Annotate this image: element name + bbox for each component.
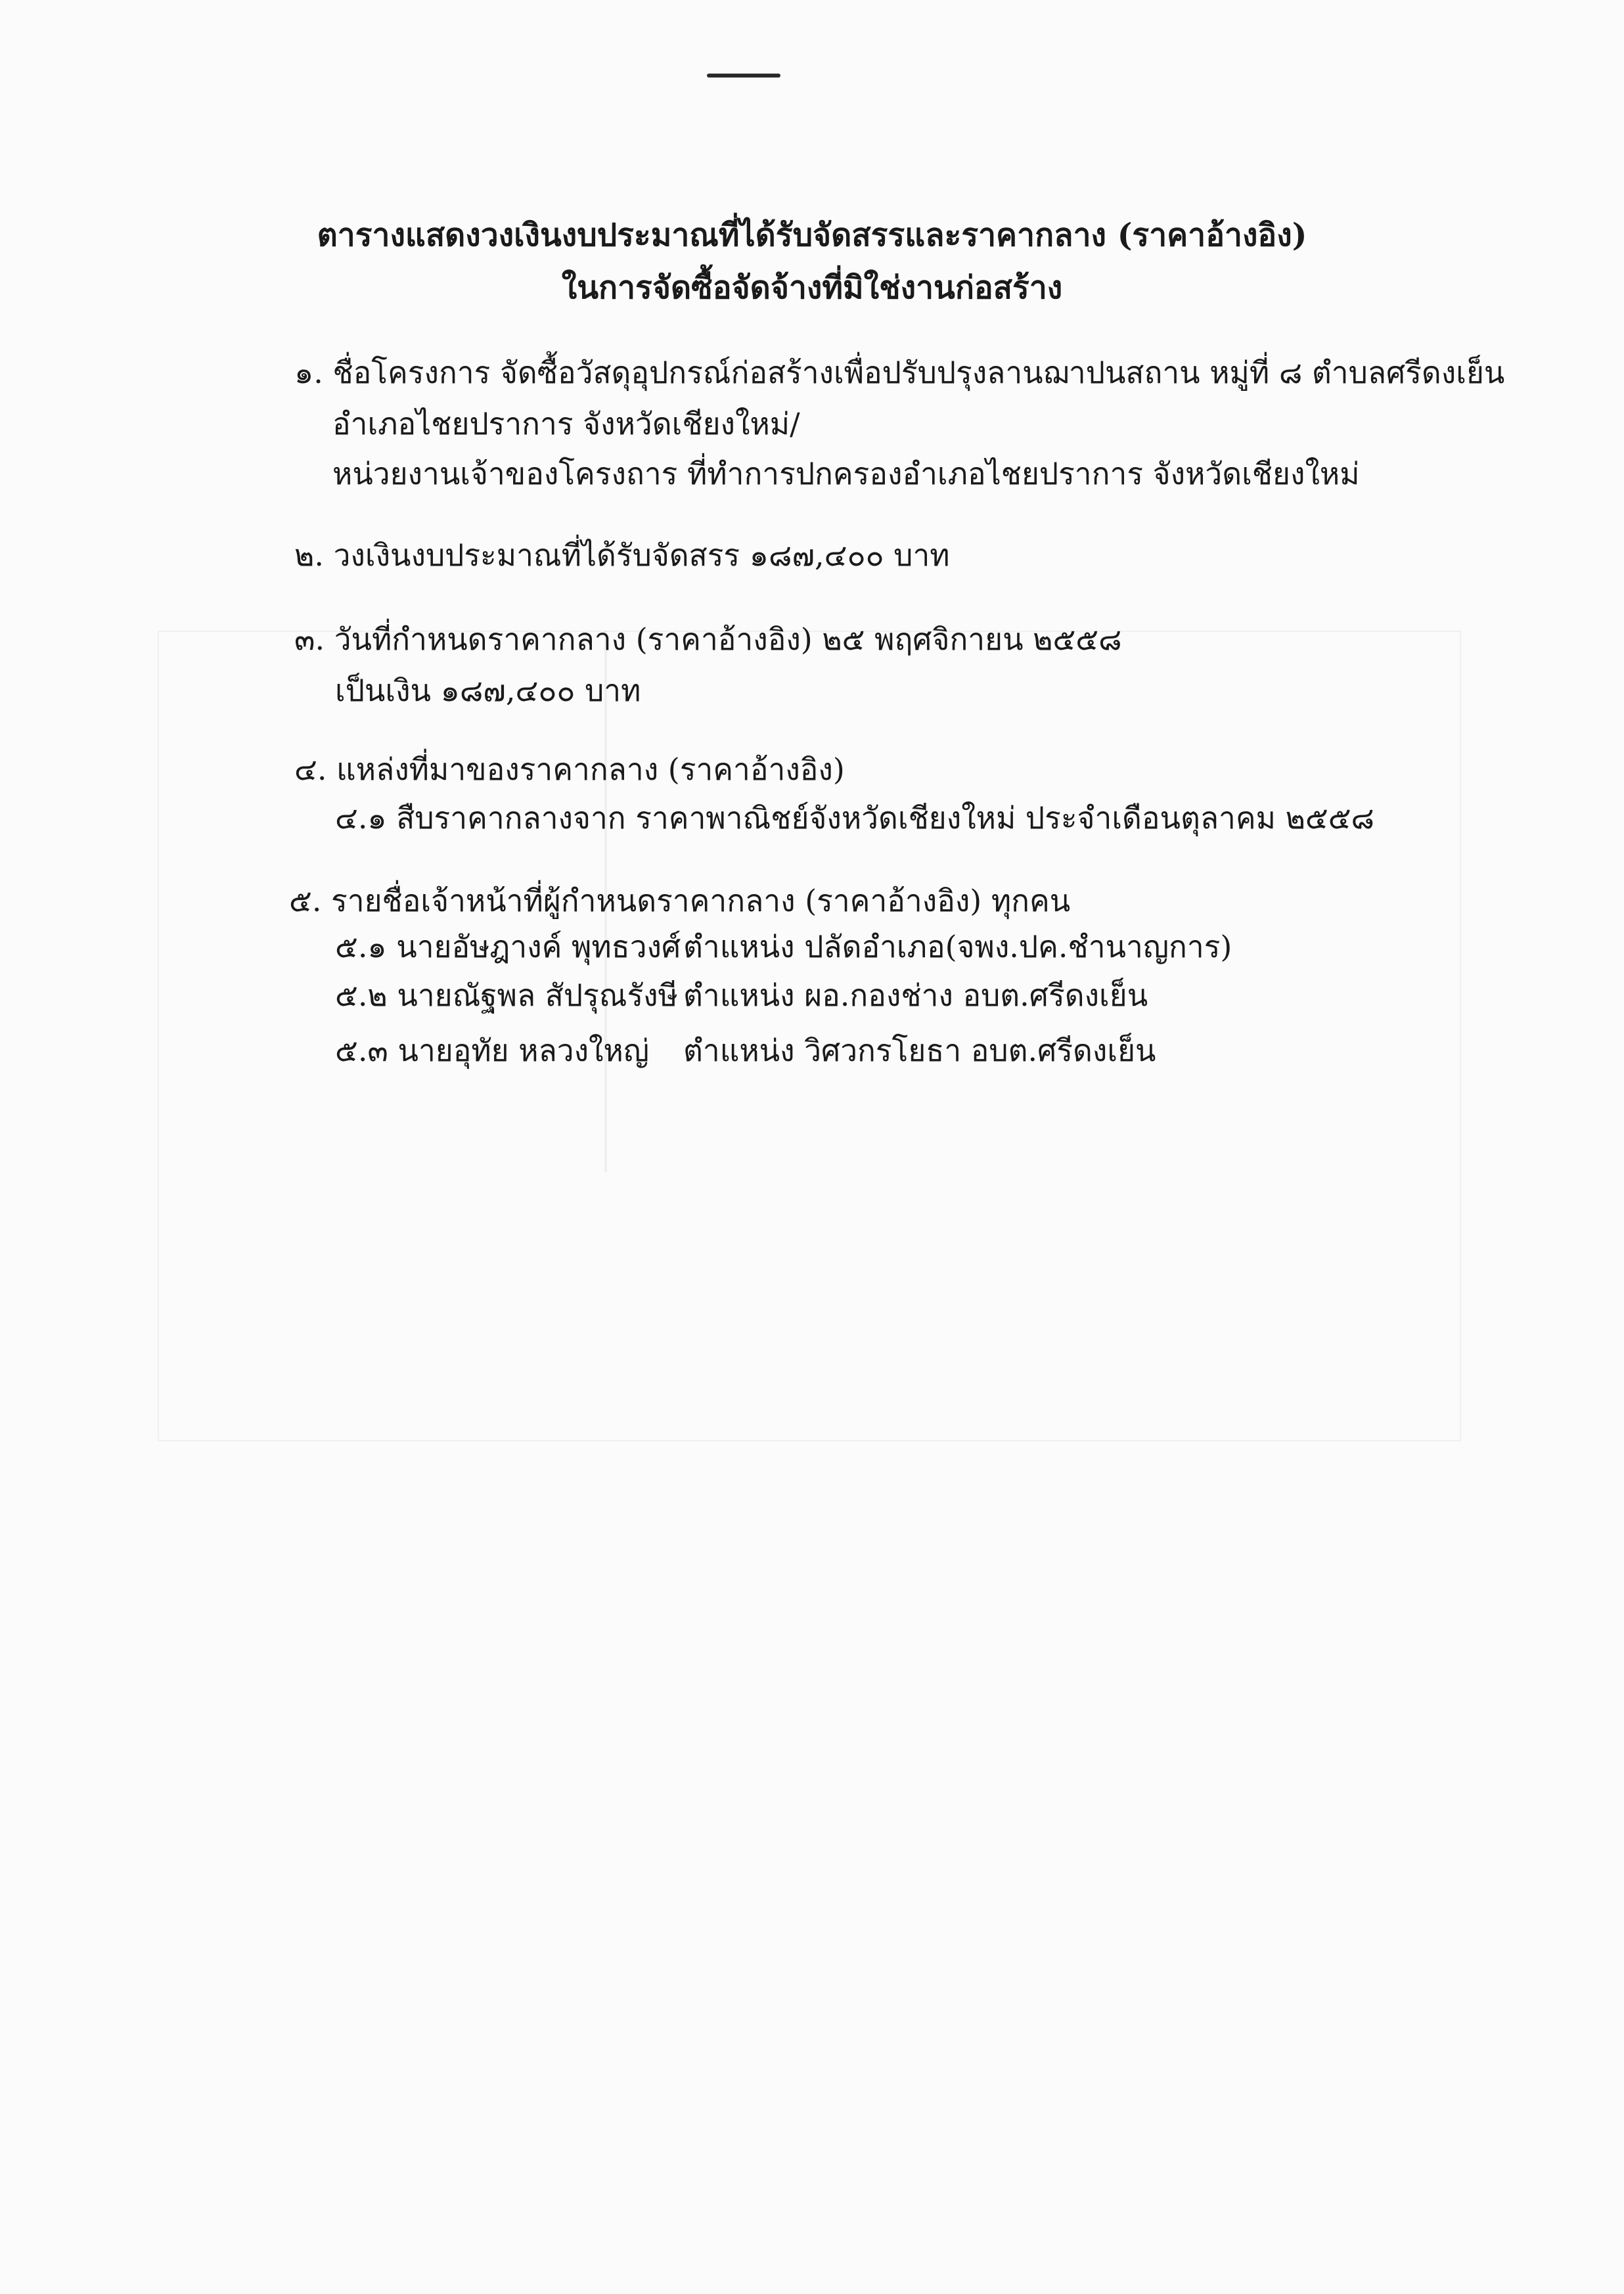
item-3-amount: เป็นเงิน ๑๘๗,๔๐๐ บาท <box>335 673 641 708</box>
item-3-reference-date: ๓. วันที่กำหนดราคากลาง (ราคาอ้างอิง) ๒๕ พฤศจิกายน ๒๕๕๘ <box>294 621 1122 657</box>
item-4-1-source-detail: ๔.๑ สืบราคากลางจาก ราคาพาณิชย์จังหวัดเชียงใหม่ ประจำเดือนตุลาคม ๒๕๕๘ <box>335 800 1375 836</box>
item-1-agency: หน่วยงานเจ้าของโครงถาร ที่ทำการปกครองอำเภอไชยปราการ จังหวัดเชียงใหม่ <box>332 456 1360 491</box>
top-dash-mark <box>707 74 780 78</box>
item-5-committee-heading: ๕. รายชื่อเจ้าหน้าที่ผู้กำหนดราคากลาง (ราคาอ้างอิง) ทุกคน <box>289 883 1071 918</box>
item-4-price-source: ๔. แหล่งที่มาของราคากลาง (ราคาอ้างอิง) <box>294 752 845 787</box>
person-3-name: ๕.๓ นายอุทัย หลวงใหญ่ <box>335 1033 650 1068</box>
person-2-name: ๕.๒ นายณัฐพล สัปรุณรังษี <box>335 978 678 1013</box>
person-3-position: ตำแหน่ง วิศวกรโยธา อบต.ศรีดงเย็น <box>683 1033 1156 1068</box>
item-1-project-name: ๑. ชื่อโครงการ จัดซื้อวัสดุอุปกรณ์ก่อสร้างเพื่อปรับปรุงลานฌาปนสถาน หมู่ที่ ๘ ตำบลศรีดงเย็น <box>294 355 1505 390</box>
item-2-budget: ๒. วงเงินงบประมาณที่ได้รับจัดสรร ๑๘๗,๔๐๐ บาท <box>294 537 950 573</box>
person-1-name: ๕.๑ นายอัษฎางค์ พุทธวงศ์ <box>335 929 681 964</box>
item-1-district: อำเภอไชยปราการ จังหวัดเชียงใหม่/ <box>332 406 800 441</box>
person-2-position: ตำแหน่ง ผอ.กองช่าง อบต.ศรีดงเย็น <box>683 978 1148 1013</box>
person-1-position: ตำแหน่ง ปลัดอำเภอ(จพง.ปค.ชำนาญการ) <box>683 929 1232 964</box>
document-title-line-1: ตารางแสดงวงเงินงบประมาณที่ได้รับจัดสรรและราคากลาง (ราคาอ้างอิง) <box>317 217 1307 254</box>
document-title-line-2: ในการจัดซื้อจัดจ้างที่มิใช่งานก่อสร้าง <box>561 269 1063 306</box>
